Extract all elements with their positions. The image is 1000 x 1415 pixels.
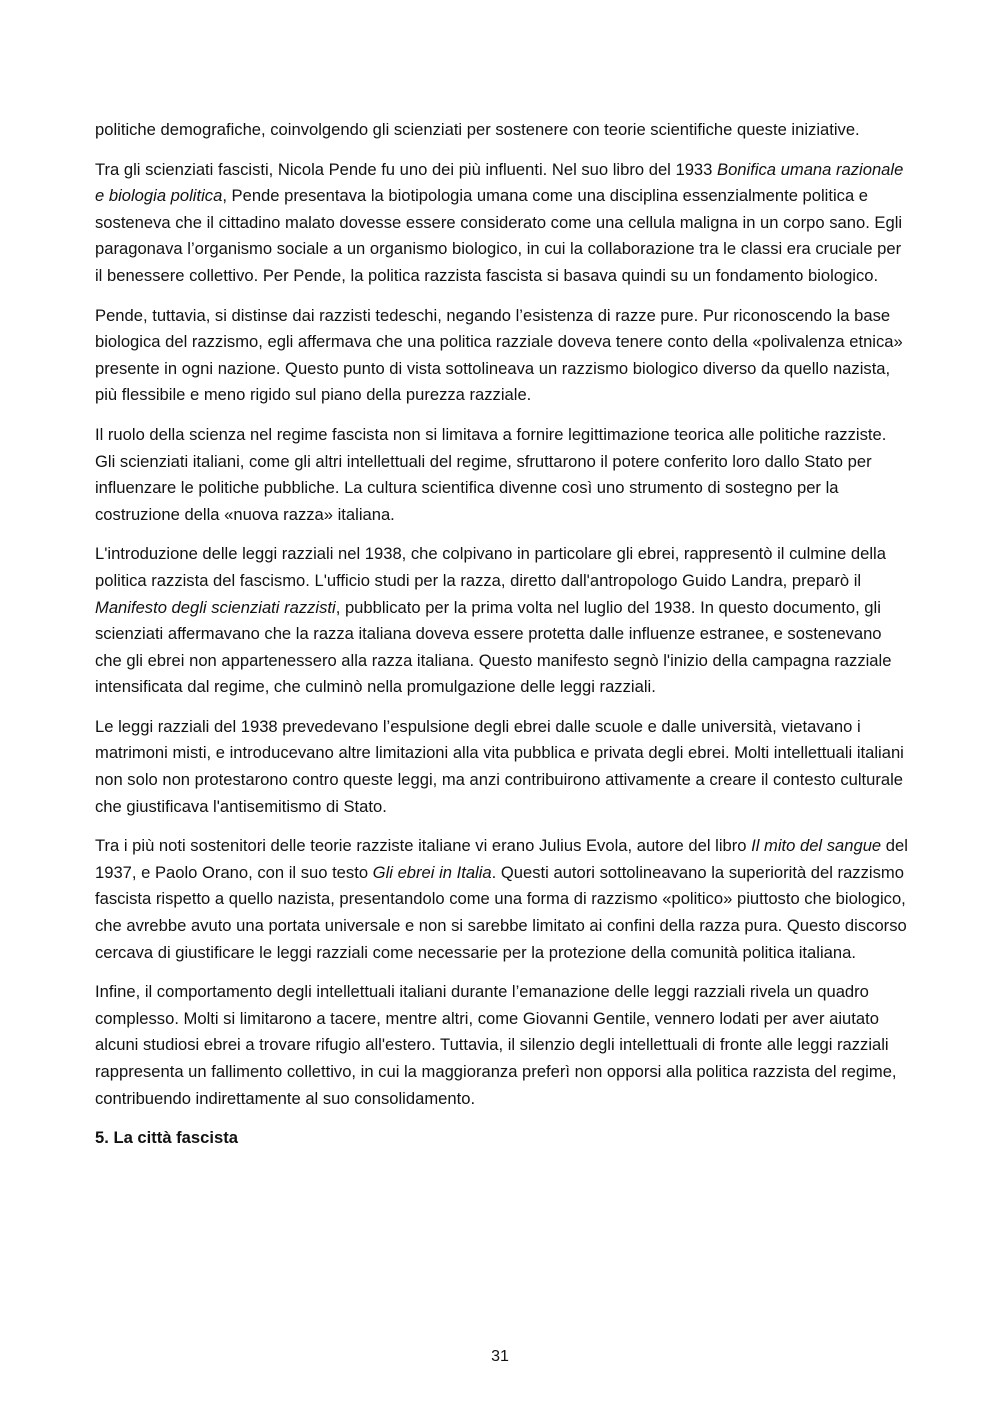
italic-title: Bonifica umana razionale e biologia politica <box>95 159 904 206</box>
paragraph <box>95 833 910 966</box>
text-run: , Pende presentava la biotipologia umana come una disciplina essenzialmente politica e sosteneva che il cittadino malato dovesse essere considerato come una cellula maligna in un corpo sano. Egli paragonava l’organismo sociale a un organismo biologico, in cui la collaborazione tra le classi era cruciale per il benessere collettivo. Per Pende, la politica razzista fascista si basava quindi su un fondamento biologico. <box>95 186 903 285</box>
page-number: 31 <box>491 1348 509 1365</box>
section-heading: 5. La città fascista <box>95 1128 238 1148</box>
text-run: Tra gli scienziati fascisti, Nicola Pende fu uno dei più influenti. Nel suo libro del 1933 <box>95 159 717 179</box>
text-run: Infine, il comportamento degli intellettuali italiani durante l’emanazione delle leggi razziali rivela un quadro complesso. Molti si limitarono a tacere, mentre altri, come Giovanni Gentile, vennero lodati per aver aiutato alcuni studiosi ebrei a trovare rifugio all'estero. Tuttavia, il silenzio degli intellettuali di fronte alle leggi razziali rappresenta un fallimento collettivo, in cui la maggioranza preferì non opporsi alla politica razzista del regime, contribuendo indirettamente al suo consolidamento. <box>95 982 897 1108</box>
text-run: . Questi autori sottolineavano la superiorità del razzismo fascista rispetto a quello nazista, presentandolo come una forma di razzismo «politico» piuttosto che biologico, che avrebbe avuto una portata universale e non si sarebbe limitato ai confini della razza pura. Questo discorso cercava di giustificare le leggi razziali come necessarie per la protezione della comunità politica italiana. <box>95 862 907 962</box>
paragraph <box>95 303 910 409</box>
paragraph <box>95 422 910 528</box>
italic-title: Gli ebrei in Italia <box>372 862 492 882</box>
paragraph <box>95 157 910 290</box>
text-run: L'introduzione delle leggi razziali nel 1938, che colpivano in particolare gli ebrei, rappresentò il culmine della politica razzista del fascismo. L'ufficio studi per la razza, diretto dall'antropologo Guido Landra, preparò il <box>95 544 886 590</box>
text-run: Le leggi razziali del 1938 prevedevano l’espulsione degli ebrei dalle scuole e dalle università, vietavano i matrimoni misti, e introducevano altre limitazioni alla vita pubblica e privata degli ebrei. Molti intellettuali italiani non solo non protestarono contro queste leggi, ma anzi contribuirono attivamente a creare il contesto culturale che giustificava l'antisemitismo di Stato. <box>95 716 904 816</box>
text-run: Tra i più noti sostenitori delle teorie razziste italiane vi erano Julius Evola, autore del libro <box>95 836 752 856</box>
paragraph <box>95 979 910 1112</box>
text-run: , pubblicato per la prima volta nel luglio del 1938. In questo documento, gli scienziati affermavano che la razza italiana doveva essere protetta dalle influenze estranee, e sostenevano che gli ebrei non appartenessero alla razza italiana. Questo manifesto segnò l'inizio della campagna razziale intensificata dal regime, che culminò nella promulgazione delle leggi razziali. <box>95 597 892 697</box>
text-run: Il ruolo della scienza nel regime fascista non si limitava a fornire legittimazione teorica alle politiche razziste. Gli scienziati italiani, come gli altri intellettuali del regime, sfruttarono il potere conferito loro dallo Stato per influenzare le politiche pubbliche. La cultura scientifica divenne così uno strumento di sostegno per la costruzione della «nuova razza» italiana. <box>95 424 887 524</box>
body-text <box>95 117 910 1165</box>
text-run: Pende, tuttavia, si distinse dai razzisti tedeschi, negando l’esistenza di razze pure. Pur riconoscendo la base biologica del razzismo, egli affermava che una politica razziale doveva tenere conto della «polivalenza etnica» presente in ogni nazione. Questo punto di vista sottolineava un razzismo biologico diverso da quello nazista, più flessibile e meno rigido sul piano della purezza razziale. <box>95 305 903 405</box>
text-run: politiche demografiche, coinvolgendo gli scienziati per sostenere con teorie scientifiche queste iniziative. <box>95 120 860 139</box>
italic-title: Il mito del sangue <box>751 836 882 856</box>
text-run: del 1937, e Paolo Orano, con il suo testo <box>95 836 908 882</box>
paragraph <box>95 714 910 820</box>
paragraph <box>95 541 910 701</box>
italic-title: Manifesto degli scienziati razzisti <box>95 597 336 617</box>
paragraph <box>95 117 910 144</box>
